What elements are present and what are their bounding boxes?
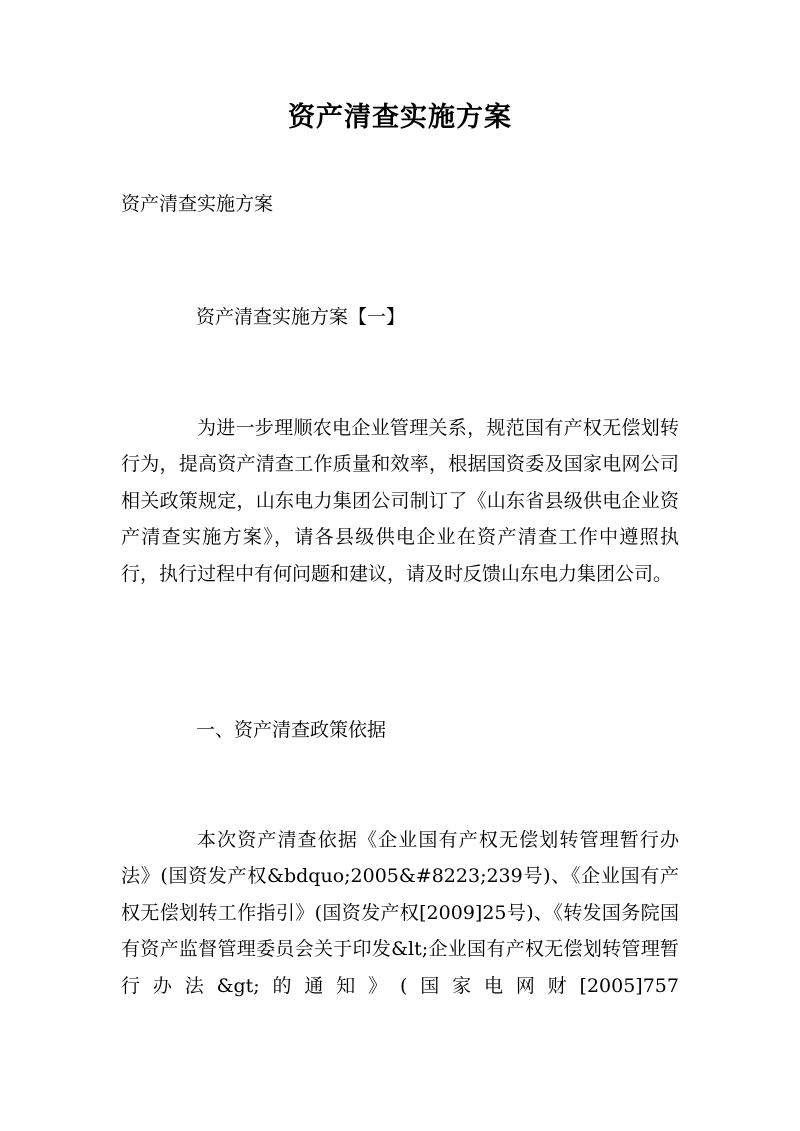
subtitle-line: 资产清查实施方案: [121, 193, 274, 215]
basis-paragraph: 本次资产清查依据《企业国有产权无偿划转管理暂行办法》(国资发产权&bdquo;2005&#8223;239号)、《企业国有产权无偿划转工作指引》(国资发产权[2009]25号)、《转发国务院国有资产监督管理委员会关于印发&lt;企业国有产权无偿划转管理暂行办法&gt;的通知》(国家电网财[2005]757: [121, 829, 679, 997]
part-one-heading: 一、资产清查政策依据: [196, 719, 387, 741]
section-heading: 资产清查实施方案【一】: [196, 306, 406, 328]
intro-paragraph: 为进一步理顺农电企业管理关系，规范国有产权无偿划转行为，提高资产清查工作质量和效率，根据国资委及国家电网公司相关政策规定，山东电力集团公司制订了《山东省县级供电企业资产清查实施方案》，请各县级供电企业在资产清查工作中遵照执行，执行过程中有何问题和建议，请及时反馈山东电力集团公司。: [121, 417, 679, 585]
document-title: 资产清查实施方案: [288, 102, 512, 133]
